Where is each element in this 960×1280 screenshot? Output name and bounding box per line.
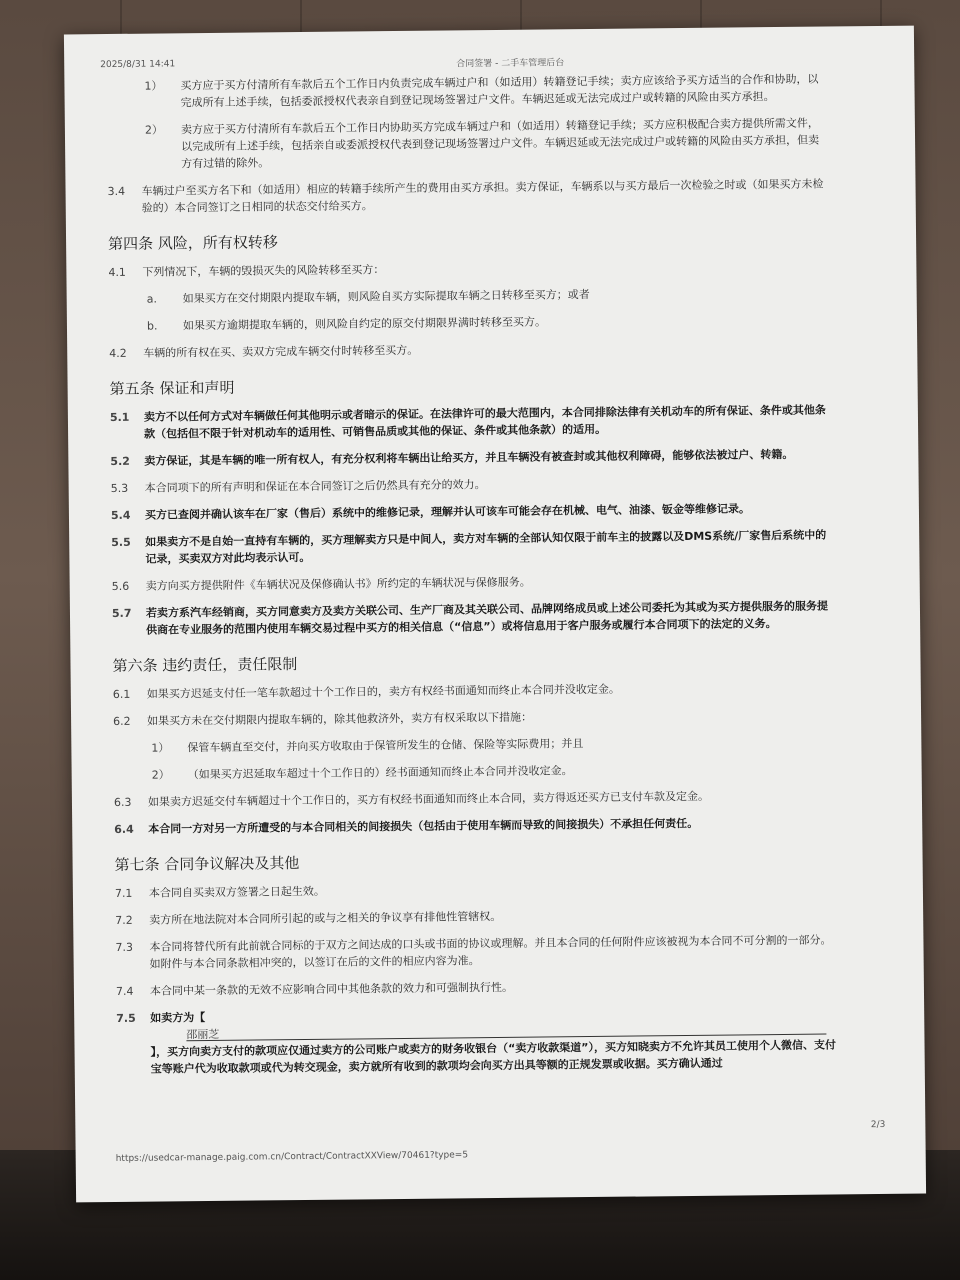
clause-number: 7.3 — [115, 940, 134, 954]
clause-number: 4.2 — [109, 346, 127, 361]
sub-clause — [114, 759, 884, 784]
clause — [108, 256, 878, 281]
clause-number: a. — [146, 292, 158, 306]
clause-text: 本合同自买卖双方签署之日起生效。 — [148, 884, 325, 900]
clause-number: 6.2 — [113, 714, 131, 729]
clause-number: 7.4 — [115, 984, 134, 998]
clause-tail: 】，买方向卖方支付的款项应仅通过卖方的公司账户或卖方的财务收银台（“卖方收款渠道”），买方知晓卖方不允许其员工使用个人微信、支付宝等账户代为收取款项或代为转交现金，卖方就所有收到的款项均会向买方出具等额的正规发票或收据。买方确认通过 — [150, 1038, 837, 1076]
clause-text: 如果卖方不是自始一直持有车辆的，买方理解卖方只是中间人，卖方对车辆的全部认知仅限于前车主的披露以及DMS系统/厂家售后系统中的记录，买卖双方对此均表示认可。 — [145, 528, 827, 566]
clause-number: 1） — [144, 79, 163, 93]
clause-number: 1） — [151, 741, 170, 755]
clause-text: 卖方向买方提供附件《车辆状况及保修确认书》所约定的车辆状况与保修服务。 — [145, 575, 531, 593]
clause — [107, 175, 877, 217]
clause-text: 本合同中某一条款的无效不应影响合同中其他条款的效力和可强制执行性。 — [149, 980, 513, 998]
clause-number: b. — [146, 319, 158, 333]
clause-number: 3.4 — [107, 184, 126, 199]
clause-number: 6.4 — [114, 822, 134, 836]
clause-text: 若卖方系汽车经销商，买方同意卖方及卖方关联公司、生产厂商及其关联公司、品牌网络成员或上述公司委托为其或为买方提供服务的服务提供商在专业服务的范围内使用车辆交易过程中买方的相关信息（“信息”）或将信息用于客户服务或履行本合同项下的法定的义务。 — [145, 599, 829, 637]
clause-number: 2） — [144, 123, 163, 137]
clause-text: 如果买方未在交付期限内提取车辆的，除其他救济外，卖方有权采取以下措施： — [147, 710, 533, 728]
clause-text: 买方已查阅并确认该车在厂家（售后）系统中的维修记录，理解并认可该车可能会存在机械、电气、油漆、钣金等维修记录。 — [144, 502, 750, 522]
clause — [112, 570, 882, 595]
sub-clause — [107, 114, 877, 173]
section-heading: 第四条 风险，所有权转移 — [108, 233, 278, 254]
clause — [112, 597, 882, 639]
clause-text: 下列情况下，车辆的毁损灭失的风险转移至买方： — [142, 263, 385, 279]
clause-text: 如果卖方迟延交付车辆超过十个工作日的，买方有权经书面通知而终止本合同，卖方得返还买方已支付车款及定金。 — [147, 789, 709, 809]
clause-text: 本合同一方对另一方所遭受的与本合同相关的间接损失（包括由于使用车辆而导致的间接损失）不承担任何责任。 — [148, 816, 699, 836]
clause-text: 本合同项下的所有声明和保证在本合同签订之后仍然具有充分的效力。 — [144, 478, 486, 495]
clause-number: 5.4 — [110, 508, 131, 523]
clause-text: 卖方所在地法院对本合同所引起的或与之相关的争议享有排他性管辖权。 — [149, 909, 502, 927]
clause-text: 如果买方逾期提取车辆的，则风险自约定的原交付期限界满时转移至买方。 — [182, 315, 547, 333]
clause — [114, 786, 884, 811]
clause — [115, 877, 885, 902]
clause-number: 7.5 — [116, 1011, 136, 1025]
section-heading: 第六条 违约责任，责任限制 — [112, 655, 298, 676]
clause — [111, 472, 881, 497]
clause-text: 买方应于买方付清所有车款后五个工作日内负责完成车辆过户和（如适用）转籍登记手续；卖方应该给予买方适当的合作和协助，以完成所有上述手续，包括委派授权代表亲自到登记现场签署过户文件。车辆迟延或无法完成过户或转籍的风险由买方承担。 — [180, 72, 819, 110]
clause-number: 5.3 — [110, 481, 129, 496]
print-title: 合同签署 - 二手车管理后台 — [456, 58, 565, 70]
clause-number: 4.1 — [108, 265, 126, 280]
clause-text: 卖方应于买方付清所有车款后五个工作日内协助买方完成车辆过户和（如适用）转籍登记手续；买方应积极配合卖方提供所需文件，以完成所有上述手续，包括亲自或委派授权代表到登记现场签署过户文件。车辆迟延或无法完成过户或转籍的风险由买方承担，但卖方有过错的除外。 — [180, 116, 820, 171]
contract-body — [106, 70, 887, 1088]
page-number: 2/3 — [870, 1119, 886, 1131]
clause-text — [150, 1002, 841, 1077]
sub-clause — [106, 70, 876, 112]
clause-7-5 — [116, 1002, 887, 1078]
clause-text: 卖方保证，其是车辆的唯一所有权人，有充分权利将车辆出让给买方，并且车辆没有被查封或其他权利障碍，能够依法被过户、转籍。 — [144, 447, 794, 468]
clause — [113, 678, 883, 703]
sub-clause — [109, 310, 879, 335]
clause — [111, 499, 881, 524]
clause-number: 2） — [151, 768, 170, 782]
clause — [113, 705, 883, 730]
clause-number: 5.2 — [110, 454, 130, 469]
contract-page — [64, 26, 926, 1203]
clause-text: 如果买方迟延支付任一笔车款超过十个工作日的，卖方有权经书面通知而终止本合同并没收定金。 — [146, 682, 620, 701]
clause — [109, 337, 879, 362]
print-datetime: 2025/8/31 14:41 — [100, 59, 176, 71]
print-url: https://usedcar-manage.paig.com.cn/Contract/ContractXXView/70461?type=5 — [115, 1150, 469, 1165]
clause-text: 如果买方在交付期限内提取车辆，则风险自买方实际提取车辆之日转移至买方；或者 — [182, 287, 590, 306]
clause — [116, 975, 886, 1000]
clause-number: 5.6 — [111, 579, 130, 594]
sub-clause — [113, 732, 883, 757]
clause-number: 7.1 — [114, 886, 133, 900]
clause-text: 车辆的所有权在买、卖双方完成车辆交付时转移至买方。 — [143, 343, 419, 360]
section-heading: 第七条 合同争议解决及其他 — [114, 854, 300, 874]
clause — [115, 931, 885, 973]
clause-text: 车辆过户至买方名下和（如适用）相应的转籍手续所产生的费用由买方承担。卖方保证，车辆系以与买方最后一次检验之时或（如果买方未检验的）本合同签订之日相同的状态交付给买方。 — [141, 177, 824, 215]
seller-name: 邵丽芝 — [186, 1020, 826, 1042]
clause — [110, 445, 880, 470]
clause-text: 本合同将替代所有此前就合同标的于双方之间达成的口头或书面的协议或理解。并且本合同的任何附件应该被视为本合同不可分割的一部分。如附件与本合同条款相冲突的，以签订在后的文件的相应内容为准。 — [149, 933, 832, 971]
sub-clause — [109, 283, 879, 308]
clause — [115, 904, 885, 929]
clause — [110, 401, 880, 443]
clause-text: 卖方不以任何方式对车辆做任何其他明示或者暗示的保证。在法律许可的最大范围内，本合同排除法律有关机动车的所有保证、条件或其他条款（包括但不限于针对机动车的适用性、可销售品质或其他的保证、条件或其他条款）的适用。 — [143, 403, 826, 441]
clause-text: （如果买方迟延取车超过十个工作日的）经书面通知而终止本合同并没收定金。 — [187, 764, 573, 782]
clause — [111, 526, 881, 568]
clause-number: 5.7 — [111, 606, 132, 621]
clause-text: 保管车辆直至交付，并向买方收取由于保管所发生的仓储、保险等实际费用；并且 — [187, 737, 584, 755]
clause-number: 7.2 — [115, 913, 133, 927]
clause-number: 5.1 — [109, 410, 130, 425]
clause-number: 6.1 — [112, 687, 131, 702]
section-heading: 第五条 保证和声明 — [109, 378, 235, 399]
clause — [114, 813, 884, 838]
clause-prefix: 如卖方为【 — [150, 1011, 206, 1025]
clause-number: 5.5 — [111, 535, 131, 550]
clause-number: 6.3 — [113, 795, 132, 810]
